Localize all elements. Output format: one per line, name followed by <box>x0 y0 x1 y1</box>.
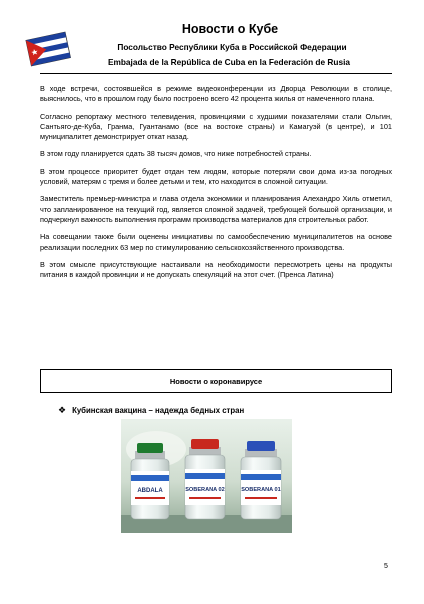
embassy-name-spanish: Embajada de la República de Cuba en la Federación de Rusia <box>107 57 351 67</box>
vial-label: SOBERANA 02 <box>185 487 225 493</box>
page-title: Новости о Кубе <box>181 22 279 36</box>
bullet-heading: Кубинская вакцина – надежда бедных стран <box>72 406 245 415</box>
header-divider <box>40 73 392 74</box>
article-paragraph: В этом процессе приоритет будет отдан тем людям, которые потеряли свои дома из-за погодных условий, матерям с тремя и более детьми и тем, кто находится в сложной ситуации. <box>40 166 392 187</box>
vial-abdala <box>131 443 169 519</box>
vaccine-vials-photo <box>121 419 292 533</box>
section-heading: Новости о коронавирусе <box>169 376 263 386</box>
vial-cap <box>137 443 163 453</box>
section-heading-box <box>40 369 392 393</box>
article-paragraph: Согласно репортажу местного телевидения, провинциями с худшими показателями стали Ольгин, Сантьяго-де-Куба, Гранма, Гуантанамо (все на востоке страны) и Камагуэй (в центре), и 101 муниципалитет демонстрирует откат назад. <box>40 111 392 142</box>
vial-label: ABDALA <box>137 488 163 494</box>
article-paragraph: На совещании также были оценены инициативы по самообеспечению муниципалитетов на основе реализации последних 63 мер по стимулированию сельскохозяйственного производства. <box>40 232 392 252</box>
article-paragraph: В этом году планируется сдать 38 тысяч домов, что ниже потребностей страны. <box>40 149 312 159</box>
article-paragraph: В этом смысле присутствующие настаивали на необходимости пересмотреть цены на продукты питания в каждой провинции и не допускать спекуляций на этот счет. (Пренса Латина) <box>40 259 392 280</box>
article-paragraph: В ходе встречи, состоявшейся в режиме видеоконференции из Дворца Революции в столице, выяснилось, что в прошлом году было построено всего 42 процента жилья от намеченного плана. <box>40 84 392 104</box>
vial-cap <box>191 439 219 449</box>
article-body <box>40 84 392 287</box>
diamond-bullet-icon: ❖ <box>58 405 67 415</box>
bullet-item <box>58 405 244 416</box>
vial-label: SOBERANA 01 <box>241 487 281 493</box>
vial-cap <box>247 441 275 451</box>
embassy-name-russian: Посольство Республики Куба в Российской Федерации <box>117 42 347 52</box>
article-paragraph: Заместитель премьер-министра и глава отдела экономики и планирования Алехандро Хиль отметил, что запланированное на текущий год, является сложной задачей, требующей большой организации, и подчеркнул важность выполнения программ производства материалов для строительных работ. <box>40 194 392 224</box>
vial-soberana-02 <box>185 439 225 519</box>
page-number: 5 <box>384 563 388 570</box>
vial-soberana-01 <box>241 441 281 519</box>
